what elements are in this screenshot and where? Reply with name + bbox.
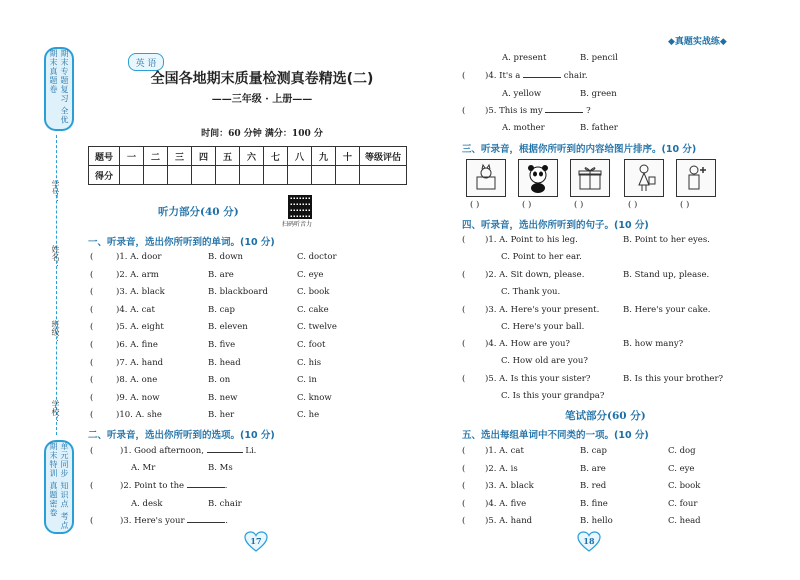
grade-cell: 二 — [144, 147, 168, 166]
score-input-cell[interactable] — [216, 166, 240, 185]
order-paren[interactable]: ( ) — [574, 200, 584, 210]
girl-icon — [629, 163, 659, 193]
s2-q1-opt-b: B. Ms — [208, 463, 233, 473]
doctor-icon — [681, 163, 711, 193]
s2-q5-opt-a: A. mother — [502, 123, 545, 133]
side-tab-bottom: 单元同步 知识点 考点 期末特训 真题密卷 — [44, 440, 74, 534]
option-a: )4. A. five — [485, 498, 527, 509]
banner: ◆真题实战练◆ — [668, 37, 727, 47]
class-label: 班级： — [51, 320, 60, 344]
section1-heading: 一、听录音，选出你所听到的单词。(10 分) — [88, 237, 275, 248]
name-label: 姓名： — [51, 245, 60, 269]
option-a: )1. A. door — [116, 252, 162, 262]
option-b: B. fine — [580, 498, 608, 509]
option-c: C. twelve — [297, 322, 337, 333]
written-part-title: 笔试部分(60 分) — [565, 410, 646, 422]
option-c: C. foot — [297, 340, 326, 350]
picture-gift-box — [570, 159, 610, 197]
option-c: C. eye — [297, 269, 324, 280]
option-a: )2. A. is — [485, 463, 518, 474]
section4-heading: 四、听录音，选出你所听到的句子。(10 分) — [462, 220, 649, 231]
side-tab-top: 期末专题复习 全优期末真题卷 — [44, 47, 74, 131]
option-c: C. doctor — [297, 252, 337, 262]
option-b: B. down — [208, 252, 243, 262]
option-a: )5. A. eight — [116, 322, 164, 333]
answer-paren[interactable]: ( — [90, 410, 94, 421]
picture-girl-with-bag — [624, 159, 664, 197]
page-number-right: 18 — [583, 536, 595, 546]
option-c: C. he — [297, 410, 320, 421]
option-a: )2. A. Sit down, please. — [485, 269, 585, 280]
option-a: )5. A. hand — [485, 516, 533, 526]
order-paren[interactable]: ( ) — [628, 200, 638, 210]
option-b: B. hello — [580, 516, 613, 526]
grade-cell: 十 — [336, 147, 360, 166]
picture-panda — [518, 159, 558, 197]
grade-cell: 题号 — [89, 147, 120, 166]
panda-icon — [523, 163, 553, 193]
answer-paren[interactable]: ( — [462, 106, 466, 116]
s2-q5-stem: )5. This is my ? — [485, 106, 591, 116]
answer-paren[interactable]: ( — [462, 498, 466, 509]
answer-paren[interactable]: ( — [90, 392, 94, 403]
option-a: )3. A. Here's your present. — [485, 304, 600, 315]
answer-paren[interactable]: ( — [90, 516, 94, 526]
s2-q1-stem: )1. Good afternoon, Li. — [120, 446, 257, 456]
answer-paren[interactable]: ( — [90, 269, 94, 280]
option-c: C. Point to her ear. — [501, 252, 582, 262]
score-input-cell[interactable] — [120, 166, 144, 185]
option-a: )1. A. Point to his leg. — [485, 235, 578, 245]
answer-paren[interactable]: ( — [462, 71, 466, 81]
school-label: 学校： — [51, 400, 60, 424]
time-info: 时间：60 分钟 满分：100 分 — [201, 129, 323, 139]
score-input-cell[interactable] — [192, 166, 216, 185]
option-c: C. dog — [668, 446, 696, 456]
option-c: C. How old are you? — [501, 356, 588, 367]
cat-box-icon — [471, 163, 501, 193]
option-c: C. his — [297, 357, 322, 368]
option-a: )4. A. cat — [116, 304, 155, 315]
option-a: )10. A. she — [116, 410, 162, 421]
page-number-left: 17 — [250, 536, 262, 546]
section5-heading: 五、选出每组单词中不同类的一项。(10 分) — [462, 430, 649, 441]
option-a: )6. A. fine — [116, 340, 158, 350]
score-input-cell[interactable] — [168, 166, 192, 185]
grade-table-score-row — [89, 166, 407, 185]
score-input-cell[interactable] — [336, 166, 360, 185]
answer-paren[interactable]: ( — [90, 304, 94, 315]
answer-paren[interactable]: ( — [462, 374, 466, 385]
option-c: C. four — [668, 498, 698, 509]
grade-subtitle: ——三年级 · 上册—— — [211, 94, 313, 105]
option-c: C. cake — [297, 304, 329, 315]
option-b: B. head — [208, 357, 241, 368]
grade-cell: 四 — [192, 147, 216, 166]
s2-q5-opt-b: B. father — [580, 123, 618, 133]
option-c: C. in — [297, 375, 317, 386]
grade-table — [88, 146, 407, 185]
grade-cell: 九 — [312, 147, 336, 166]
score-input-cell[interactable] — [240, 166, 264, 185]
option-c: C. eye — [668, 463, 695, 474]
option-c: C. Here's your ball. — [501, 321, 585, 332]
option-a: )1. A. cat — [485, 446, 524, 456]
s2-q4-stem: )4. It's a chair. — [485, 71, 588, 81]
s2-q1-opt-a: A. Mr — [131, 463, 156, 473]
s2-q4-opt-a: A. yellow — [502, 89, 542, 99]
option-c: C. book — [297, 287, 330, 298]
blank-line[interactable] — [545, 112, 583, 113]
option-c: C. Is this your grandpa? — [501, 391, 605, 402]
grade-cell: 八 — [288, 147, 312, 166]
option-a: )2. A. arm — [116, 269, 159, 280]
s2-q3-opt-a: A. present — [502, 53, 547, 63]
blank-line[interactable] — [207, 452, 243, 453]
qr-label: 扫码听音力 — [282, 221, 313, 228]
page-title: 全国各地期末质量检测真卷精选(二) — [150, 71, 374, 87]
option-b: B. are — [208, 269, 234, 280]
option-c: C. Thank you. — [501, 286, 561, 297]
score-label-cell: 得分 — [89, 166, 120, 185]
s2-q3-stem: )3. Here's your . — [120, 516, 228, 526]
option-b: B. five — [208, 340, 236, 350]
option-b: B. blackboard — [208, 287, 268, 298]
option-b: B. eleven — [208, 322, 248, 333]
answer-paren[interactable]: ( — [462, 235, 466, 245]
grade-cell: 三 — [168, 147, 192, 166]
score-input-cell[interactable] — [288, 166, 312, 185]
answer-paren[interactable]: ( — [90, 481, 94, 491]
answer-paren[interactable]: ( — [90, 340, 94, 350]
gift-icon — [575, 163, 605, 193]
option-b: B. Stand up, please. — [623, 269, 710, 280]
option-a: )8. A. one — [116, 375, 158, 386]
picture-cat-in-box — [466, 159, 506, 197]
blank-line[interactable] — [187, 522, 225, 523]
s2-q2-opt-b: B. chair — [208, 499, 242, 509]
option-b: B. how many? — [623, 339, 684, 350]
answer-paren[interactable]: ( — [462, 481, 466, 491]
grade-cell: 六 — [240, 147, 264, 166]
option-b: B. Is this your brother? — [623, 374, 724, 385]
option-a: )5. A. Is this your sister? — [485, 374, 591, 385]
option-b: B. cap — [580, 446, 607, 456]
grade-cell: 一 — [120, 147, 144, 166]
option-b: B. are — [580, 463, 606, 474]
answer-paren[interactable]: ( — [90, 446, 94, 456]
option-b: B. cap — [208, 304, 235, 315]
option-c: C. know — [297, 392, 332, 403]
blank-line[interactable] — [187, 487, 225, 488]
grade-table-header-row — [89, 147, 407, 166]
s2-q2-opt-a: A. desk — [131, 499, 163, 509]
score-input-cell[interactable] — [312, 166, 336, 185]
score-input-cell[interactable] — [144, 166, 168, 185]
order-paren[interactable]: ( ) — [680, 200, 690, 210]
order-paren[interactable]: ( ) — [470, 200, 480, 210]
option-b: B. Point to her eyes. — [623, 235, 710, 245]
option-a: )3. A. black — [116, 287, 165, 298]
option-b: B. her — [208, 410, 235, 421]
answer-paren[interactable]: ( — [462, 304, 466, 315]
s2-q2-stem: )2. Point to the . — [120, 481, 228, 491]
answer-paren[interactable]: ( — [90, 252, 94, 262]
option-a: )3. A. black — [485, 481, 534, 491]
option-b: B. Here's your cake. — [623, 304, 711, 315]
listening-part-title: 听力部分(40 分) — [158, 206, 239, 218]
answer-paren[interactable]: ( — [90, 322, 94, 333]
score-input-cell[interactable] — [360, 166, 407, 185]
answer-paren[interactable]: ( — [90, 375, 94, 386]
answer-paren[interactable]: ( — [462, 269, 466, 280]
option-a: )9. A. now — [116, 392, 160, 403]
order-paren[interactable]: ( ) — [522, 200, 532, 210]
option-c: C. book — [668, 481, 701, 491]
option-c: C. head — [668, 516, 701, 526]
option-b: B. red — [580, 481, 607, 491]
answer-paren[interactable]: ( — [90, 357, 94, 368]
option-b: B. on — [208, 375, 231, 386]
picture-doctor — [676, 159, 716, 197]
answer-paren[interactable]: ( — [462, 463, 466, 474]
answer-paren[interactable]: ( — [462, 516, 466, 526]
section2-heading: 二、听录音，选出你所听到的选项。(10 分) — [88, 430, 275, 441]
s2-q4-opt-b: B. green — [580, 89, 617, 99]
answer-paren[interactable]: ( — [462, 446, 466, 456]
score-input-cell[interactable] — [264, 166, 288, 185]
option-b: B. new — [208, 392, 238, 403]
student-id-label: 学号： — [51, 180, 60, 204]
answer-paren[interactable]: ( — [90, 287, 94, 298]
answer-paren[interactable]: ( — [462, 339, 466, 350]
option-a: )4. A. How are you? — [485, 339, 570, 350]
qr-code-icon[interactable] — [288, 195, 312, 219]
option-a: )7. A. hand — [116, 357, 164, 368]
grade-cell: 七 — [264, 147, 288, 166]
subject-badge: 英 语 — [128, 53, 164, 71]
blank-line[interactable] — [523, 77, 561, 78]
grade-cell: 五 — [216, 147, 240, 166]
section3-heading: 三、听录音，根据你所听到的内容给图片排序。(10 分) — [462, 144, 697, 155]
s2-q3-opt-b: B. pencil — [580, 53, 618, 63]
grade-cell: 等级评估 — [360, 147, 407, 166]
